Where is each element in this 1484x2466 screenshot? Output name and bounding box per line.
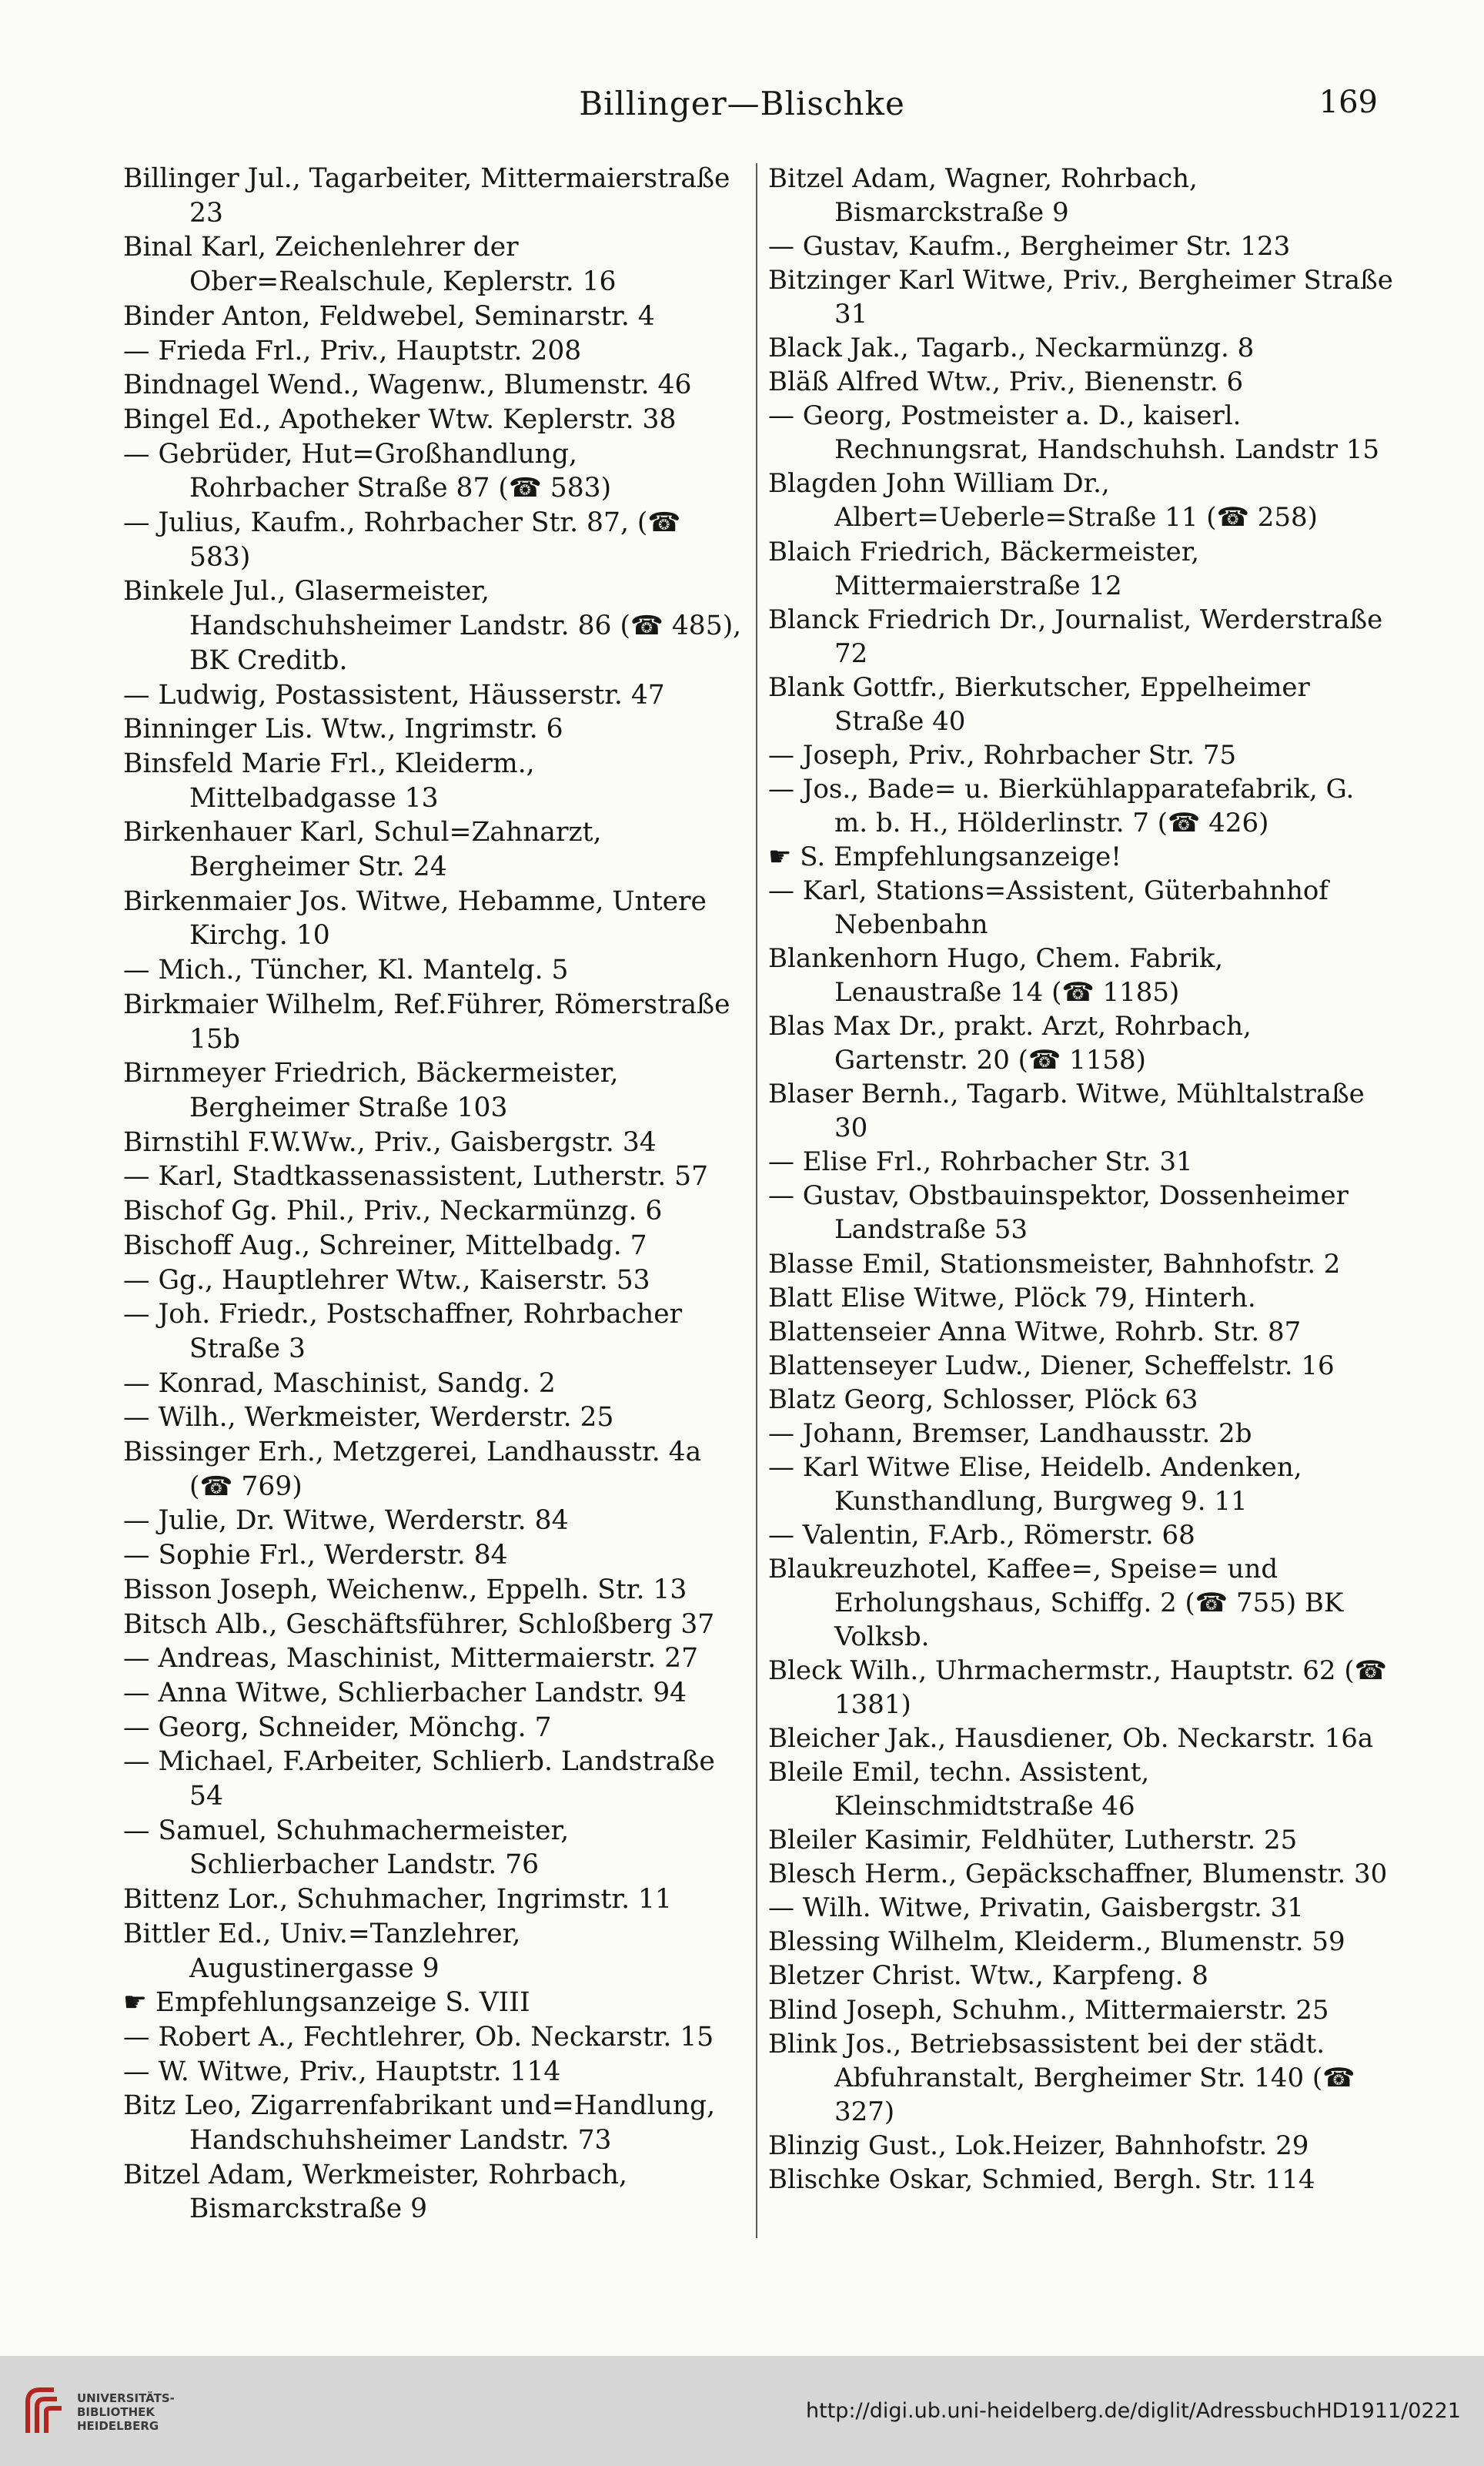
directory-entry: — Andreas, Maschinist, Mittermaierstr. 27 bbox=[123, 1643, 699, 1675]
directory-entry: Bisson Joseph, Weichenw., Eppelh. Str. 13 bbox=[123, 1574, 687, 1605]
left-column bbox=[123, 162, 744, 2227]
directory-entry: Bingel Ed., Apotheker Wtw. Keplerstr. 38 bbox=[123, 403, 677, 435]
directory-entry: Blinzig Gust., Lok.Heizer, Bahnhofstr. 29 bbox=[768, 2130, 1309, 2161]
directory-entry: — Wilh. Witwe, Privatin, Gaisbergstr. 31 bbox=[768, 1892, 1304, 1924]
directory-entry: Blanck Friedrich Dr., Journalist, Werderstraße 72 bbox=[768, 604, 1383, 669]
directory-entry: Blas Max Dr., prakt. Arzt, Rohrbach, Gartenstr. 20 (☎ 1158) bbox=[768, 1011, 1252, 1076]
directory-entry: Bleck Wilh., Uhrmachermstr., Hauptstr. 62 (☎ 1381) bbox=[768, 1655, 1387, 1721]
directory-entry: — Valentin, F.Arb., Römerstr. 68 bbox=[768, 1519, 1195, 1551]
directory-entry: — Frieda Frl., Priv., Hauptstr. 208 bbox=[123, 335, 582, 366]
directory-entry: — Gustav, Kaufm., Bergheimer Str. 123 bbox=[768, 231, 1291, 263]
directory-entry: Bindnagel Wend., Wagenw., Blumenstr. 46 bbox=[123, 370, 692, 401]
directory-entry: Blank Gottfr., Bierkutscher, Eppelheimer Straße 40 bbox=[768, 671, 1310, 737]
directory-entry: Bleiler Kasimir, Feldhüter, Lutherstr. 25 bbox=[768, 1825, 1298, 1856]
directory-entry: Bitzel Adam, Wagner, Rohrbach, Bismarckstraße 9 bbox=[768, 163, 1198, 229]
directory-entry: — Karl, Stations=Assistent, Güterbahnhof Nebenbahn bbox=[768, 875, 1329, 941]
directory-entry: — Gg., Hauptlehrer Wtw., Kaiserstr. 53 bbox=[123, 1264, 650, 1296]
directory-entry: Blaukreuzhotel, Kaffee=, Speise= und Erholungshaus, Schiffg. 2 (☎ 755) BK Volksb. bbox=[768, 1553, 1344, 1653]
directory-entry: — Joh. Friedr., Postschaffner, Rohrbacher Straße 3 bbox=[123, 1299, 683, 1364]
directory-entry: — Anna Witwe, Schlierbacher Landstr. 94 bbox=[123, 1677, 687, 1708]
directory-entry: Bitzel Adam, Werkmeister, Rohrbach, Bismarckstraße 9 bbox=[123, 2159, 627, 2225]
directory-entry: Bitsch Alb., Geschäftsführer, Schloßberg 37 bbox=[123, 1608, 715, 1640]
directory-entry: Blasse Emil, Stationsmeister, Bahnhofstr. 2 bbox=[768, 1248, 1341, 1280]
directory-entry: — Karl, Stadtkassenassistent, Lutherstr. 57 bbox=[123, 1161, 709, 1193]
directory-entry: Birkenmaier Jos. Witwe, Hebamme, Untere Kirchg. 10 bbox=[123, 885, 707, 952]
directory-entry: Blattenseier Anna Witwe, Rohrb. Str. 87 bbox=[768, 1316, 1302, 1347]
directory-entry: Blagden John William Dr., Albert=Ueberle=Straße 11 (☎ 258) bbox=[768, 468, 1318, 534]
directory-entry: Black Jak., Tagarb., Neckarmünzg. 8 bbox=[768, 333, 1255, 364]
directory-entry: Birkenhauer Karl, Schul=Zahnarzt, Bergheimer Str. 24 bbox=[123, 817, 602, 883]
directory-entry: Binninger Lis. Wtw., Ingrimstr. 6 bbox=[123, 714, 563, 745]
directory-entry: Blischke Oskar, Schmied, Bergh. Str. 114 bbox=[768, 2163, 1315, 2195]
directory-entry: Bläß Alfred Wtw., Priv., Bienenstr. 6 bbox=[768, 366, 1244, 398]
directory-entry: Binsfeld Marie Frl., Kleiderm., Mittelbadgasse 13 bbox=[123, 748, 535, 814]
directory-entry: Blind Joseph, Schuhm., Mittermaierstr. 25 bbox=[768, 1994, 1329, 2026]
directory-entry: — Wilh., Werkmeister, Werderstr. 25 bbox=[123, 1402, 614, 1434]
directory-entry: ☛ S. Empfehlungsanzeige! bbox=[768, 841, 1121, 872]
directory-entry: Bissinger Erh., Metzgerei, Landhausstr. 4a (☎ 769) bbox=[123, 1437, 702, 1502]
running-head: Billinger—Blischke bbox=[579, 85, 905, 122]
directory-entry: Blaich Friedrich, Bäckermeister, Mittermaierstraße 12 bbox=[768, 536, 1200, 601]
directory-entry: — Johann, Bremser, Landhausstr. 2b bbox=[768, 1417, 1252, 1449]
footer-bar bbox=[0, 2356, 1484, 2466]
directory-entry: — Konrad, Maschinist, Sandg. 2 bbox=[123, 1367, 556, 1399]
directory-entry: Bitzinger Karl Witwe, Priv., Bergheimer Straße 31 bbox=[768, 265, 1393, 330]
directory-entry: Binal Karl, Zeichenlehrer der Ober=Realschule, Keplerstr. 16 bbox=[123, 232, 617, 298]
directory-entry: Blessing Wilhelm, Kleiderm., Blumenstr. 59 bbox=[768, 1926, 1345, 1958]
directory-entry: — Julius, Kaufm., Rohrbacher Str. 87, (☎ 583) bbox=[123, 507, 681, 573]
directory-entry: Blankenhorn Hugo, Chem. Fabrik, Lenaustraße 14 (☎ 1185) bbox=[768, 943, 1224, 1009]
library-name-line2: BIBLIOTHEK bbox=[77, 2405, 155, 2419]
directory-entry: Bittler Ed., Univ.=Tanzlehrer, Augustinergasse 9 bbox=[123, 1918, 521, 1984]
page-number: 169 bbox=[1319, 85, 1378, 120]
directory-entry: — Gustav, Obstbauinspektor, Dossenheimer Landstraße 53 bbox=[768, 1180, 1349, 1246]
directory-entry: — Georg, Postmeister a. D., kaiserl. Rechnungsrat, Handschuhsh. Landstr 15 bbox=[768, 400, 1380, 466]
directory-entry: — Sophie Frl., Werderstr. 84 bbox=[123, 1540, 508, 1571]
directory-entry: Birnmeyer Friedrich, Bäckermeister, Bergheimer Straße 103 bbox=[123, 1058, 619, 1123]
directory-entry: — Robert A., Fechtlehrer, Ob. Neckarstr. 15 bbox=[123, 2021, 714, 2053]
source-url[interactable]: http://digi.ub.uni-heidelberg.de/diglit/AdressbuchHD1911/0221 bbox=[806, 2399, 1461, 2423]
directory-entry: Billinger Jul., Tagarbeiter, Mittermaierstraße 23 bbox=[123, 163, 730, 229]
directory-entry: Blatz Georg, Schlosser, Plöck 63 bbox=[768, 1384, 1198, 1415]
directory-entry: Binder Anton, Feldwebel, Seminarstr. 4 bbox=[123, 300, 655, 332]
directory-entry: Birkmaier Wilhelm, Ref.Führer, Römerstraße 15b bbox=[123, 989, 730, 1055]
directory-entry: Bischoff Aug., Schreiner, Mittelbadg. 7 bbox=[123, 1230, 647, 1261]
directory-entry: Bleicher Jak., Hausdiener, Ob. Neckarstr. 16a bbox=[768, 1723, 1374, 1755]
directory-entry: Binkele Jul., Glasermeister, Handschuhsheimer Landstr. 86 (☎ 485), BK Creditb. bbox=[123, 576, 742, 676]
directory-entry: ☛ Empfehlungsanzeige S. VIII bbox=[123, 1987, 530, 2019]
directory-entry: Bleile Emil, techn. Assistent, Kleinschmidtstraße 46 bbox=[768, 1757, 1150, 1822]
right-column bbox=[768, 162, 1393, 2197]
directory-entry: — Elise Frl., Rohrbacher Str. 31 bbox=[768, 1146, 1193, 1178]
directory-entry: — W. Witwe, Priv., Hauptstr. 114 bbox=[123, 2056, 561, 2087]
directory-entry: — Julie, Dr. Witwe, Werderstr. 84 bbox=[123, 1505, 569, 1537]
library-logo bbox=[23, 2370, 223, 2451]
directory-entry: — Samuel, Schuhmachermeister, Schlierbacher Landstr. 76 bbox=[123, 1815, 570, 1881]
directory-entry: Birnstihl F.W.Ww., Priv., Gaisbergstr. 34 bbox=[123, 1126, 657, 1158]
library-emblem-icon bbox=[23, 2385, 68, 2439]
directory-entry: Blink Jos., Betriebsassistent bei der städt. Abfuhranstalt, Bergheimer Str. 140 (☎ 327) bbox=[768, 2028, 1355, 2127]
library-name-line1: UNIVERSITÄTS- bbox=[77, 2391, 175, 2405]
directory-entry: — Karl Witwe Elise, Heidelb. Andenken, Kunsthandlung, Burgweg 9. 11 bbox=[768, 1451, 1302, 1517]
directory-entry: — Mich., Tüncher, Kl. Mantelg. 5 bbox=[123, 955, 569, 986]
directory-entry: — Michael, F.Arbeiter, Schlierb. Landstraße 54 bbox=[123, 1746, 715, 1812]
directory-entry: Bittenz Lor., Schuhmacher, Ingrimstr. 11 bbox=[123, 1884, 672, 1916]
library-name-line3: HEIDELBERG bbox=[77, 2419, 159, 2433]
directory-entry: Blatt Elise Witwe, Plöck 79, Hinterh. bbox=[768, 1282, 1256, 1313]
directory-entry: — Joseph, Priv., Rohrbacher Str. 75 bbox=[768, 739, 1237, 771]
directory-entry: Blesch Herm., Gepäckschaffner, Blumenstr. 30 bbox=[768, 1859, 1388, 1890]
directory-entry: — Georg, Schneider, Mönchg. 7 bbox=[123, 1711, 552, 1743]
directory-entry: — Gebrüder, Hut=Großhandlung, Rohrbacher Straße 87 (☎ 583) bbox=[123, 438, 612, 504]
directory-entry: Blattenseyer Ludw., Diener, Scheffelstr. 16 bbox=[768, 1350, 1335, 1381]
column-divider bbox=[756, 163, 757, 2238]
directory-entry: Bischof Gg. Phil., Priv., Neckarmünzg. 6 bbox=[123, 1196, 663, 1227]
directory-entry: Bitz Leo, Zigarrenfabrikant und=Handlung, Handschuhsheimer Landstr. 73 bbox=[123, 2090, 716, 2156]
directory-entry: — Ludwig, Postassistent, Häusserstr. 47 bbox=[123, 679, 665, 711]
directory-entry: Bletzer Christ. Wtw., Karpfeng. 8 bbox=[768, 1960, 1208, 1992]
directory-entry: Blaser Bernh., Tagarb. Witwe, Mühltalstraße 30 bbox=[768, 1079, 1365, 1144]
directory-entry: — Jos., Bade= u. Bierkühlapparatefabrik, G. m. b. H., Hölderlinstr. 7 (☎ 426) bbox=[768, 773, 1355, 838]
library-name bbox=[77, 2391, 175, 2433]
